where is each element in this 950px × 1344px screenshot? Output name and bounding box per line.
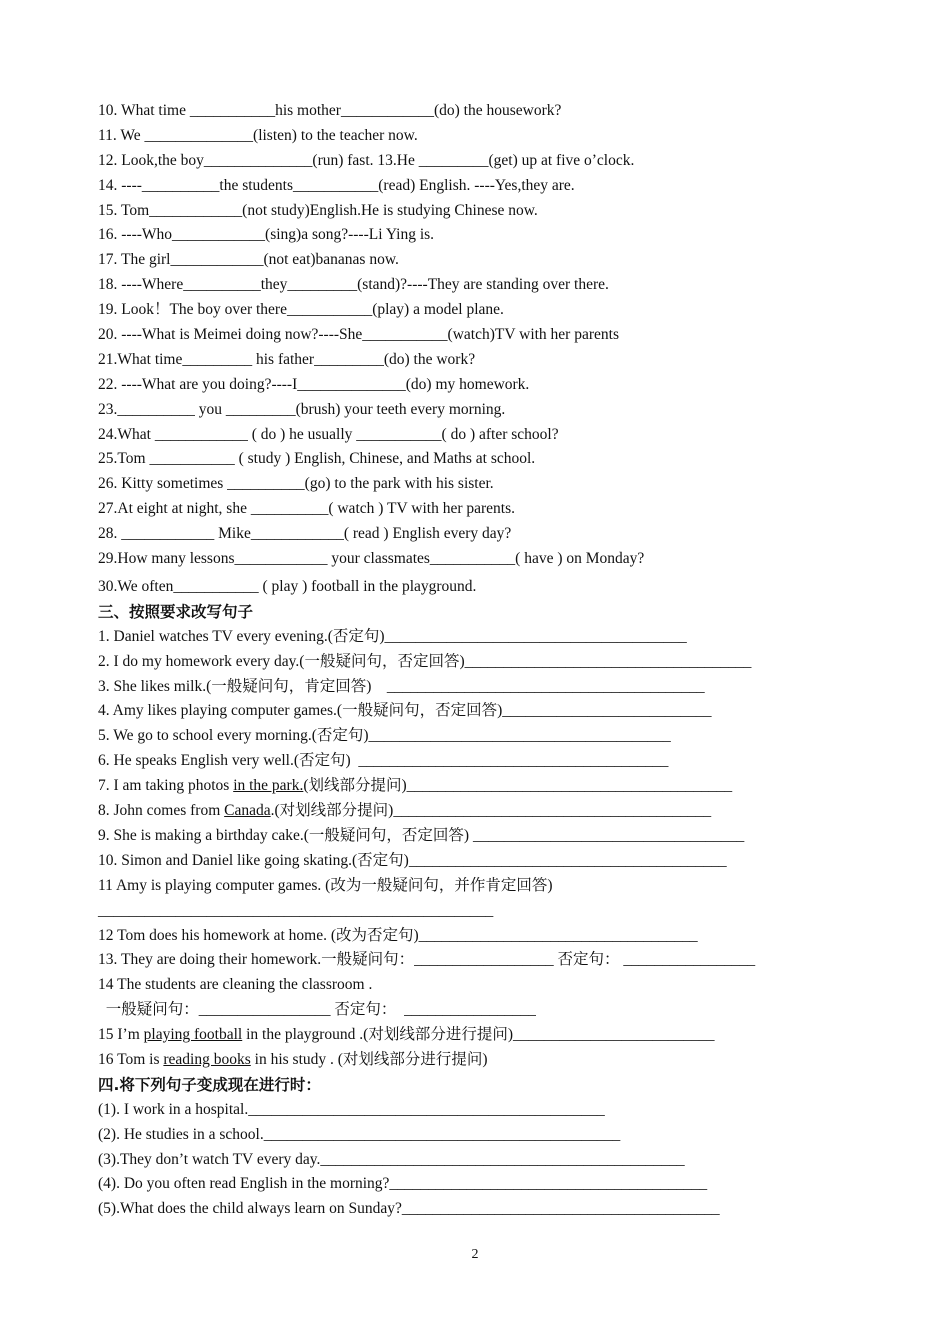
exercise-item: 28. ____________ Mike____________( read ) English every day?	[98, 525, 512, 543]
exercise-item: 21.What time_________ his father_________(do) the work?	[98, 350, 476, 368]
rewrite-item-7	[98, 774, 898, 799]
exercise-item: (4). Do you often read English in the morning?_________________________________________	[98, 1175, 708, 1193]
rewrite-item-7-end: (划线部分提问)__________________________________________	[303, 777, 733, 795]
exercise-item: (2). He studies in a school.______________________________________________	[98, 1125, 621, 1143]
exercise-item: 19. Look！The boy over there___________(play) a model plane.	[98, 301, 504, 319]
rewrite-item-16-start: 16 Tom is	[98, 1050, 164, 1068]
rewrite-item-11: 11 Amy is playing computer games. (改为一般疑问句，并作肯定回答)	[98, 876, 553, 894]
rewrite-item-4: 4. Amy likes playing computer games.(一般疑问句，否定回答)___________________________	[98, 702, 712, 720]
exercise-item: (1). I work in a hospital.______________________________________________	[98, 1100, 605, 1118]
rewrite-item-8-end: .(对划线部分提问)_________________________________________	[270, 802, 712, 820]
exercise-item: 26. Kitty sometimes __________(go) to the park with his sister.	[98, 475, 494, 493]
underlined-phrase: in the park.	[233, 777, 304, 795]
exercise-item: 27.At eight at night, she __________( watch ) TV with her parents.	[98, 500, 515, 518]
exercise-item: 23.__________ you _________(brush) your teeth every morning.	[98, 400, 506, 418]
rewrite-item-15-start: 15 I’m	[98, 1026, 144, 1044]
exercise-item: 16. ----Who____________(sing)a song?----Li Ying is.	[98, 226, 435, 244]
section-3-heading: 三、按照要求改写句子	[98, 602, 254, 621]
page-number: 2	[471, 1247, 479, 1262]
exercise-item: (3).They don’t watch TV every day._______________________________________________	[98, 1150, 685, 1168]
exercise-item: 17. The girl____________(not eat)bananas now.	[98, 251, 399, 269]
exercise-item: 22. ----What are you doing?----I______________(do) my homework.	[98, 375, 530, 393]
section-4-heading: 四.将下列句子变成现在进行时：	[98, 1075, 321, 1094]
worksheet-page	[98, 99, 898, 1222]
exercise-item: 15. Tom____________(not study)English.He is studying Chinese now.	[98, 201, 538, 219]
rewrite-item-3: 3. She likes milk.(一般疑问句，肯定回答) _________________________________________	[98, 677, 705, 695]
rewrite-item-13: 13. They are doing their homework.一般疑问句：__________________ 否定句： _________________	[98, 951, 756, 969]
exercise-item: 25.Tom ___________ ( study ) English, Chinese, and Maths at school.	[98, 450, 536, 468]
exercise-item: 12. Look,the boy______________(run) fast. 13.He _________(get) up at five o’clock.	[98, 151, 635, 169]
rewrite-item-8-start: 8. John comes from	[98, 802, 225, 820]
rewrite-item-16-end: in his study . (对划线部分进行提问)	[250, 1050, 488, 1068]
rewrite-item-5: 5. We go to school every morning.(否定句)_______________________________________	[98, 727, 671, 745]
exercise-item: 14. ----__________the students___________(read) English. ----Yes,they are.	[98, 176, 575, 194]
underlined-phrase: Canada	[224, 802, 271, 820]
rewrite-sentence-exercises	[98, 625, 898, 1073]
exercise-item: 10. What time ___________his mother____________(do) the housework?	[98, 102, 562, 119]
present-continuous-exercises	[98, 1098, 898, 1222]
exercise-item: (5).What does the child always learn on Sunday?_________________________________________	[98, 1200, 720, 1218]
rewrite-item-7-start: 7. I am taking photos	[98, 777, 234, 795]
exercise-item: 24.What ____________ ( do ) he usually ___________( do ) after school?	[98, 425, 559, 443]
fill-in-verb-exercises	[98, 99, 898, 572]
rewrite-item-12: 12 Tom does his homework at home. (改为否定句)____________________________________	[98, 926, 698, 944]
underlined-phrase: reading books	[163, 1050, 251, 1068]
exercise-item-30: 30.We often___________ ( play ) football in the playground.	[98, 577, 477, 595]
rewrite-item-16	[98, 1048, 898, 1073]
underlined-phrase: playing football	[143, 1026, 243, 1044]
rewrite-item-15	[98, 1023, 898, 1048]
rewrite-item-10: 10. Simon and Daniel like going skating.(否定句)_________________________________________	[98, 851, 727, 869]
rewrite-item-14-answer-line: 一般疑问句：_________________ 否定句： _________________	[98, 1001, 536, 1019]
rewrite-item-8	[98, 799, 898, 824]
rewrite-item-1: 1. Daniel watches TV every evening.(否定句)_______________________________________	[98, 627, 687, 645]
exercise-item: 29.How many lessons____________ your classmates___________( have ) on Monday?	[98, 550, 645, 568]
exercise-item: 11. We ______________(listen) to the teacher now.	[98, 126, 418, 144]
rewrite-item-11-answer-line: ___________________________________________________	[98, 901, 494, 919]
exercise-item: 18. ----Where__________they_________(stand)?----They are standing over there.	[98, 276, 609, 294]
rewrite-item-2: 2. I do my homework every day.(一般疑问句，否定回答)_____________________________________	[98, 652, 752, 670]
rewrite-item-9: 9. She is making a birthday cake.(一般疑问句，否定回答) ___________________________________	[98, 826, 745, 844]
exercise-item: 20. ----What is Meimei doing now?----She___________(watch)TV with her parents	[98, 326, 619, 344]
rewrite-item-15-end: in the playground .(对划线部分进行提问)__________________________	[242, 1026, 715, 1044]
rewrite-item-6: 6. He speaks English very well.(否定句) ________________________________________	[98, 752, 669, 770]
rewrite-item-14: 14 The students are cleaning the classroom .	[98, 976, 373, 994]
